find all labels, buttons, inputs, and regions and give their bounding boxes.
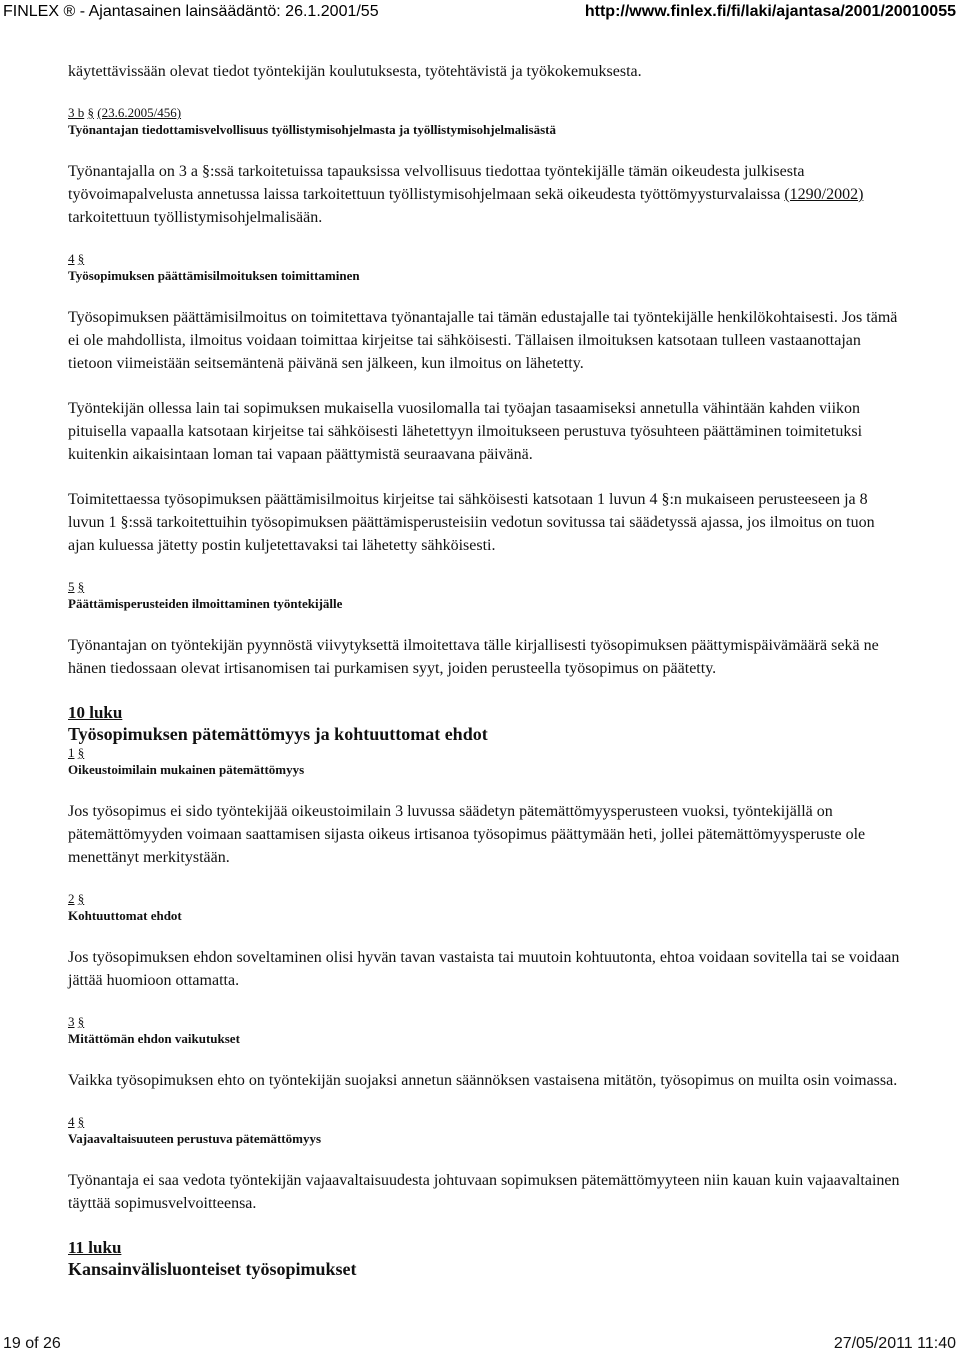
header-url[interactable]: http://www.finlex.fi/fi/laki/ajantasa/2001/20010055 <box>584 3 956 20</box>
section-sign-link[interactable]: § <box>77 1114 85 1129</box>
law-reference-link[interactable]: (1290/2002) <box>784 186 864 203</box>
section-title: Mitättömän ehdon vaikutukset <box>68 1031 240 1046</box>
section-sign: § <box>201 163 210 180</box>
section-paragraph: Työnantajalla on 3 a §:ssä tarkoitetuissa tapauksissa velvollisuus tiedottaa työntekijälle tämän oikeudesta julkisesta työvoimapalvelusta annetussa laissa tarkoitettuun työllistymisohjelmaan sekä oikeudesta työttömyysturvalaissa (1290/2002) tarkoitettuun työllistymisohjelmalisään. <box>68 163 864 226</box>
section-paragraph: Vaikka työsopimuksen ehto on työntekijän suojaksi annetun säännöksen vastaisena mitätön, työsopimus on muilta osin voimassa. <box>68 1072 898 1089</box>
section-sign: § <box>120 514 129 531</box>
page-counter: 19 of 26 <box>3 1335 61 1352</box>
header-title: FINLEX ® - Ajantasainen lainsäädäntö: 26.1.2001/55 <box>3 3 379 20</box>
section-sign-link[interactable]: § <box>77 745 85 760</box>
chapter-title: Kansainvälisluonteiset työsopimukset <box>68 1259 357 1279</box>
section-link[interactable]: 2 <box>68 891 75 906</box>
section-paragraph: Työntekijän ollessa lain tai sopimuksen mukaisella vuosilomalla tai työajan tasaamiseksi annetulla vähintään kahden viikon pituisella vapaalla katsotaan kirjeitse tai sähköisesti lähetettyyn ilmoitukseen perustuva työsuhteen päättäminen toimitetuksi kuitenkin aikaisintaan loman tai vapaan päättymistä seuraavana päivänä. <box>68 400 863 463</box>
section-title: Päättämisperusteiden ilmoittaminen työntekijälle <box>68 596 343 611</box>
section-title: Vajaavaltaisuuteen perustuva pätemättömyys <box>68 1131 322 1146</box>
section-paragraph: Jos työsopimuksen ehdon soveltaminen olisi hyvän tavan vastaista tai muutoin kohtuutonta, ehtoa voidaan sovitella tai se voidaan jättää huomioon ottamatta. <box>68 949 900 989</box>
chapter-11 <box>68 1237 900 1280</box>
section-paragraph: Jos työsopimus ei sido työntekijää oikeustoimilain 3 luvussa säädetyn pätemättömyysperusteen vuoksi, työntekijällä on pätemättömyyden voimaan saattamisen sijasta oikeus irtisanoa työsopimus päättymään heti, jollei pätemättömyysperuste ole menettänyt merkitystään. <box>68 803 866 866</box>
section-title: Työsopimuksen päättämisilmoituksen toimittaminen <box>68 268 360 283</box>
section-4 <box>68 251 900 557</box>
section-sign-link[interactable]: § <box>77 1014 85 1029</box>
chapter-number-link[interactable]: 11 luku <box>68 1238 122 1257</box>
section-paragraph: Työnantaja ei saa vedota työntekijän vajaavaltaisuudesta johtuvaan sopimuksen pätemättömyyteen niin kauan kuin vajaavaltainen täyttää sopimusvelvoitteensa. <box>68 1172 900 1212</box>
chapter-number-link[interactable]: 10 luku <box>68 703 123 722</box>
section-link[interactable]: 3 b <box>68 105 85 120</box>
section-title: Oikeustoimilain mukainen pätemättömyys <box>68 762 305 777</box>
section-sign-link[interactable]: § <box>77 251 85 266</box>
section-number <box>68 251 900 267</box>
section-number <box>68 1114 900 1130</box>
section-sign-link[interactable]: § <box>77 891 85 906</box>
print-timestamp: 27/05/2011 11:40 <box>833 1335 956 1352</box>
section-link[interactable]: 5 <box>68 579 75 594</box>
section-sign-link[interactable]: § <box>77 579 85 594</box>
section-5 <box>68 579 900 680</box>
intro-paragraph: käytettävissään olevat tiedot työntekijän koulutuksesta, työtehtävistä ja työkokemuksesta. <box>68 63 642 80</box>
chapter-title: Työsopimuksen pätemättömyys ja kohtuuttomat ehdot <box>68 724 488 744</box>
page-header <box>0 0 960 22</box>
section-3b <box>68 105 900 229</box>
section-link[interactable]: 4 <box>68 1114 75 1129</box>
section-number <box>68 891 900 907</box>
section-link[interactable]: 1 <box>68 745 75 760</box>
section-link[interactable]: 3 <box>68 1014 75 1029</box>
amendment-link[interactable]: (23.6.2005/456) <box>97 105 182 120</box>
section-paragraph: Työsopimuksen päättämisilmoitus on toimitettava työnantajalle tai tämän edustajalle tai työntekijälle henkilökohtaisesti. Jos tämä ei ole mahdollista, ilmoitus voidaan toimittaa kirjeitse tai sähköisesti. Tällaisen ilmoituksen katsotaan tulleen vastaanottajan tietoon viimeistään seitsemäntenä päivänä sen jälkeen, kun ilmoitus on lähetetty. <box>68 309 898 372</box>
section-title: Työnantajan tiedottamisvelvollisuus työllistymisohjelmasta ja työllistymisohjelmalisästä <box>68 122 556 137</box>
section-paragraph: Toimitettaessa työsopimuksen päättämisilmoitus kirjeitse tai sähköisesti katsotaan 1 luvun 4 §:n mukaiseen perusteeseen ja 8 luvun 1 §:ssä tarkoitettuihin työsopimuksen päättämisperusteisiin vedotun sovitussa tai säädetyssä ajassa, jos ilmoitus on tuon ajan kuluessa jätetty postin kuljetettavaksi tai lähetetty sähköisesti. <box>68 491 875 554</box>
document-body <box>68 60 900 1280</box>
section-title: Kohtuuttomat ehdot <box>68 908 182 923</box>
section-link[interactable]: 4 <box>68 251 75 266</box>
section-number <box>68 745 900 761</box>
section-paragraph: Työnantajan on työntekijän pyynnöstä viivytyksettä ilmoitettava tälle kirjallisesti työsopimuksen päättymispäivämäärä sekä ne hänen tiedossaan olevat irtisanomisen tai purkamisen syyt, joiden perusteella työsopimus on päätetty. <box>68 637 879 677</box>
section-number <box>68 579 900 595</box>
section-sign: § <box>661 491 670 508</box>
section-number <box>68 105 900 121</box>
section-number <box>68 1014 900 1030</box>
chapter-10 <box>68 702 900 1215</box>
page-footer <box>0 1333 960 1357</box>
section-sign-link[interactable]: § <box>87 105 94 120</box>
